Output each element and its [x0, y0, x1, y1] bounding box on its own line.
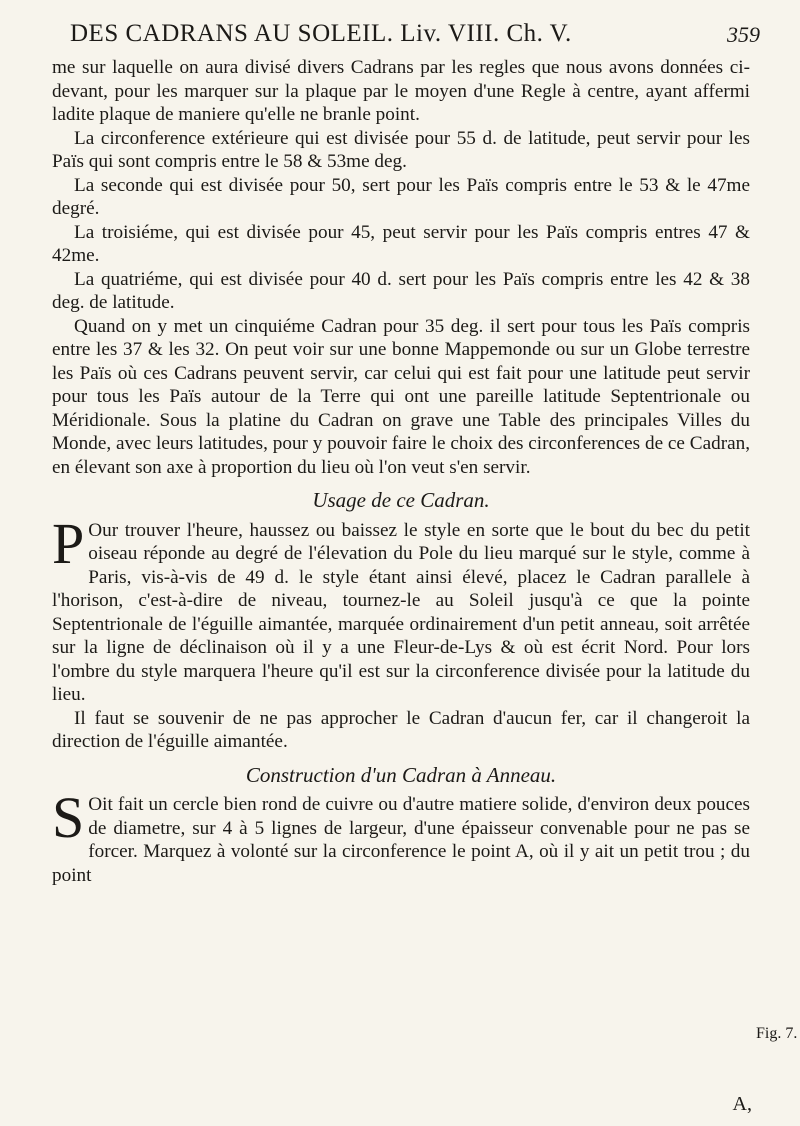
- paragraph-1: me sur laquelle on aura divisé divers Cadrans par les regles que nous avons données ci-devant, pour les marquer sur la plaque par le moyen d'une Regle à centre, ayant affermi ladite plaque de maniere qu'elle ne branle point.: [52, 57, 750, 125]
- page-number: 359: [727, 22, 760, 47]
- signature-mark: A,: [732, 1093, 752, 1115]
- running-head: [70, 20, 760, 54]
- drop-cap: P: [52, 510, 85, 576]
- construction-text: Oit fait un cercle bien rond de cuivre ou d'autre matiere solide, d'environ deux pouces de diametre, sur 4 à 5 lignes de largeur, d'une épaisseur convenable pour ne pas se forcer. Marquez à volonté sur la circonference le point A, où il y ait un petit trou ; du point: [52, 794, 750, 886]
- paragraph-4: La troisiéme, qui est divisée pour 45, peut servir pour les Païs compris entres 47 & 42me.: [52, 221, 750, 266]
- section-heading-construction: Construction d'un Cadran à Anneau.: [245, 762, 557, 787]
- paragraph-2: La circonference extérieure qui est divisée pour 55 d. de latitude, peut servir pour les Païs qui sont compris entre le 58 & 53me deg.: [52, 127, 750, 172]
- usage-note: Il faut se souvenir de ne pas approcher le Cadran d'aucun fer, car il changeroit la direction de l'éguille aimantée.: [52, 707, 750, 752]
- figure-reference: Fig. 7.: [756, 1025, 798, 1042]
- paragraph-6: Quand on y met un cinquiéme Cadran pour 35 deg. il sert pour tous les Païs compris entre les 37 & les 32. On peut voir sur une bonne Mappemonde ou sur un Globe terrestre les Païs où ces Cadrans peuvent servir, car celui qui est fait pour une latitude peut servir pour tous les Païs autour de la Terre qui ont une pareille latitude Septentrionale ou Méridionale. Sous la platine du Cadran on grave une Table des principales Villes du Monde, avec leurs latitudes, pour y pouvoir faire le choix des circonferences de ce Cadran, en élevant son axe à proportion du lieu où l'on veut s'en servir.: [52, 315, 750, 478]
- drop-cap: S: [52, 785, 85, 850]
- section-heading-usage: Usage de ce Cadran.: [312, 488, 490, 512]
- paragraph-5: La quatriéme, qui est divisée pour 40 d. sert pour les Païs compris entre les 42 & 38 deg. de latitude.: [52, 268, 750, 313]
- paragraph-3: La seconde qui est divisée pour 50, sert pour les Païs compris entre le 53 & le 47me degré.: [52, 174, 750, 219]
- usage-text: Our trouver l'heure, haussez ou baissez le style en sorte que le bout du bec du petit oiseau réponde au degré de l'élevation du Pole du lieu marqué sur le style, comme à Paris, vis-à-vis de 49 d. le style étant ainsi élevé, placez le Cadran parallele à l'horison, c'est-à-dire de niveau, tournez-le au Soleil jusqu'à ce que la pointe Septentrionale de l'éguille aimantée, marquée ordinairement d'un petit anneau, soit arrêtée sur la ligne de déclinaison où il y a une Fleur-de-Lys & où est écrit Nord. Pour lors l'ombre du style marquera l'heure qu'il est sur la circonference divisée pour la latitude du lieu.: [52, 519, 750, 705]
- body-text: [52, 56, 750, 887]
- usage-paragraph: [52, 510, 750, 707]
- running-title: DES CADRANS AU SOLEIL. Liv. VIII. Ch. V.: [70, 20, 572, 47]
- construction-paragraph: [52, 785, 750, 887]
